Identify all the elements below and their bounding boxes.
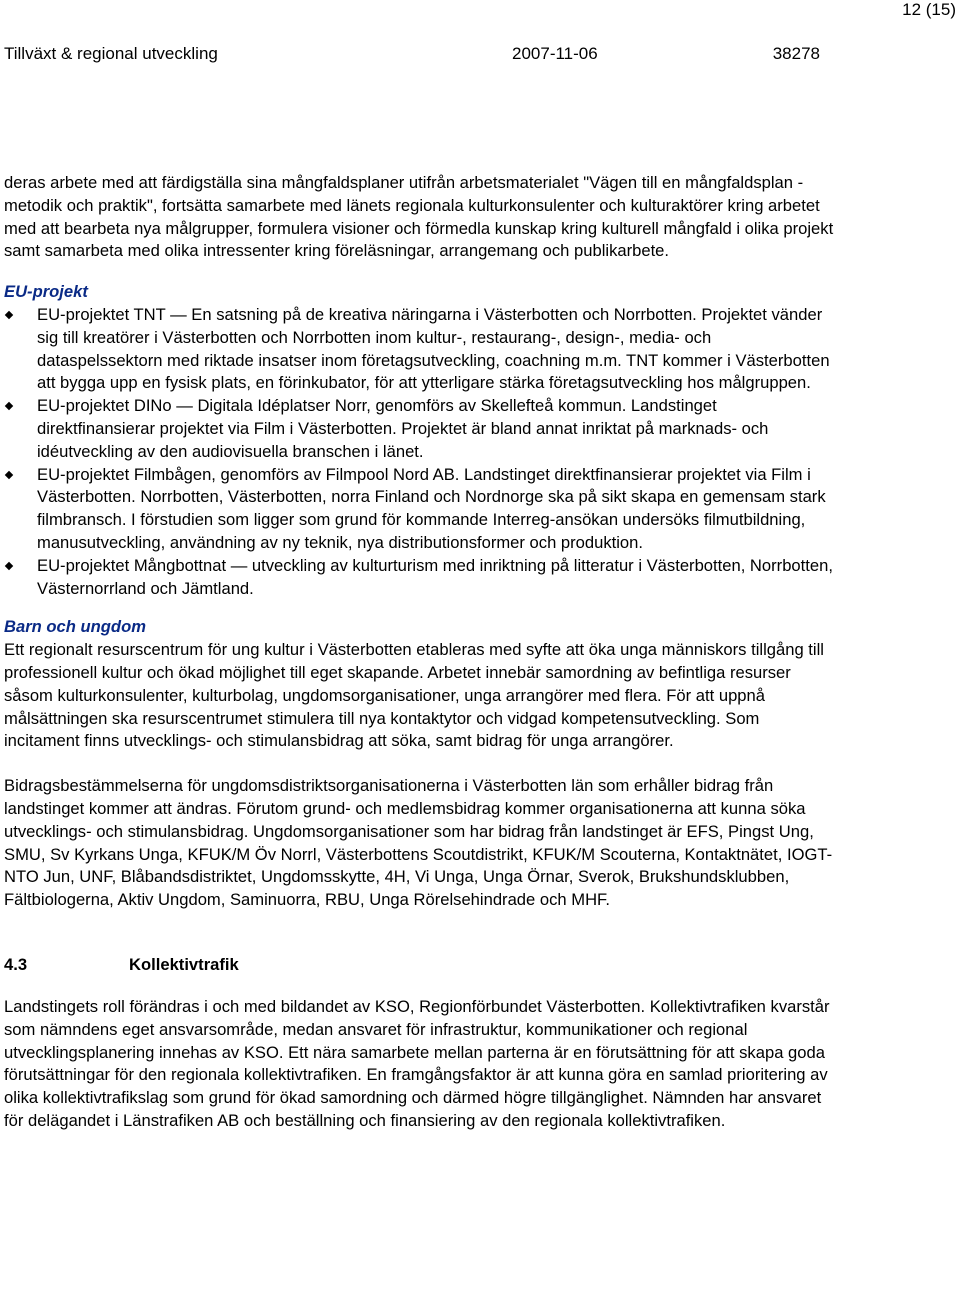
list-item-text: EU-projektet TNT — En satsning på de kreativa näringarna i Västerbotten och Norrbotten. Projektet vänder sig till kreatörer i Västerbotten och Norrbotten inom kultur-, restaurang-, design-, media- och dataspelssektorn med riktade insatser inom företagsutveckling, coachning m.m. TNT kommer i Västerbotten att bygga upp en fysisk plats, en förinkubator, för att ytterligare stärka företagsutveckling hos målgruppen.	[37, 304, 830, 393]
list-item	[4, 395, 834, 463]
diamond-bullet-icon	[5, 470, 13, 478]
page-number: 12 (15)	[902, 0, 956, 19]
document-header	[4, 44, 820, 64]
list-item-text: EU-projektet Mångbottnat — utveckling av kulturturism med inriktning på litteratur i Västerbotten, Norrbotten, Västernorrland och Jämtland.	[37, 555, 833, 598]
header-date: 2007-11-06	[512, 44, 598, 63]
youth-section-heading: Barn och ungdom	[4, 617, 146, 637]
header-doc-number: 38278	[772, 44, 820, 63]
intro-paragraph: deras arbete med att färdigställa sina mångfaldsplaner utifrån arbetsmaterialet "Vägen till en mångfaldsplan - metodik och praktik", fortsätta samarbete med länets regionala kulturkonsulenter och kulturaktörer kring arbetet med att bearbeta nya målgrupper, formulera visioner och förmedla kunskap kring kulturell mångfald i olika projekt samt samarbeta med olika intressenter kring föreläsningar, arrangemang och publikarbete.	[4, 173, 834, 261]
list-item	[4, 464, 834, 555]
document-body	[4, 172, 834, 1133]
diamond-bullet-icon	[5, 402, 13, 410]
diamond-bullet-icon	[5, 562, 13, 570]
section-title: Kollektivtrafik	[129, 954, 239, 974]
list-item	[4, 304, 834, 395]
diamond-bullet-icon	[5, 311, 13, 319]
list-item-text: EU-projektet Filmbågen, genomförs av Filmpool Nord AB. Landstinget direktfinansierar projektet via Film i Västerbotten. Norrbotten, Västerbotten, norra Finland och Nordnorge ska på sikt skapa en gemensam stark filmbransch. I förstudien som ligger som grund för kommande Interreg-ansökan undersöks filmutbildning, manusutveckling, användning av ny teknik, nya distributionsformer och produktion.	[37, 464, 826, 552]
youth-paragraph-2: Bidragsbestämmelserna för ungdomsdistriktsorganisationerna i Västerbotten län som erhåller bidrag från landstinget kommer att ändras. Förutom grund- och medlemsbidrag kommer organisationerna att kunna söka utvecklings- och stimulansbidrag. Ungdomsorganisationer som har bidrag från landstinget är EFS, Pingst Ung, SMU, Sv Kyrkans Unga, KFUK/M Öv Norrl, Västerbottens Scoutdistrikt, KFUK/M Scouterna, Kontaktnätet, IOGT-NTO Jun, UNF, Blåbandsdistriktet, Ungdomsskytte, 4H, Vi Unga, Unga Örnar, Sverok, Brukshundsklubben, Fältbiologerna, Aktiv Ungdom, Saminuorra, RBU, Unga Rörelsehindrade och MHF.	[4, 776, 833, 910]
list-item	[4, 555, 834, 601]
list-item-text: EU-projektet DINo — Digitala Idéplatser Norr, genomförs av Skellefteå kommun. Landstinget direktfinansierar projektet via Film i Västerbotten. Projektet är bland annat inriktat på marknads- och idéutveckling av den audiovisuella branschen i länet.	[37, 396, 769, 461]
transport-paragraph: Landstingets roll förändras i och med bildandet av KSO, Regionförbundet Västerbotten. Kollektivtrafiken kvarstår som nämndens eget ansvarsområde, medan ansvaret för infrastruktur, kommunikationer och regional utvecklingsplanering innehas av KSO. Ett nära samarbete mellan parterna är en förutsättning för att skapa goda förutsättningar för den regionala kollektivtrafiken. En framgångsfaktor är att kunna göra en samlad prioritering av olika kollektivtrafikslag som grund för ökad samordning och därmed högre tillgänglighet. Nämnden har ansvaret för delägandet i Länstrafiken AB och beställning och finansiering av den regionala kollektivtrafiken.	[4, 996, 830, 1130]
eu-section-heading: EU-projekt	[4, 282, 88, 302]
section-number: 4.3	[4, 954, 28, 974]
eu-project-list	[4, 304, 834, 600]
transport-section-heading	[4, 954, 834, 976]
header-organization: Tillväxt & regional utveckling	[4, 44, 218, 63]
youth-paragraph-1: Ett regionalt resurscentrum för ung kultur i Västerbotten etableras med syfte att öka unga människors tillgång till professionell kultur och ökad möjlighet till eget skapande. Arbetet innebär samordning av befintliga resurser såsom kulturkonsulenter, kulturbolag, ungdomsorganisationer, unga arrangörer med flera. För att uppnå målsättningen ska resurscentrumet stimulera till nya kontaktytor och vidgad kompetensutveckling. Som incitament finns utvecklings- och stimulansbidrag att söka, samt bidrag för unga arrangörer.	[4, 640, 824, 751]
